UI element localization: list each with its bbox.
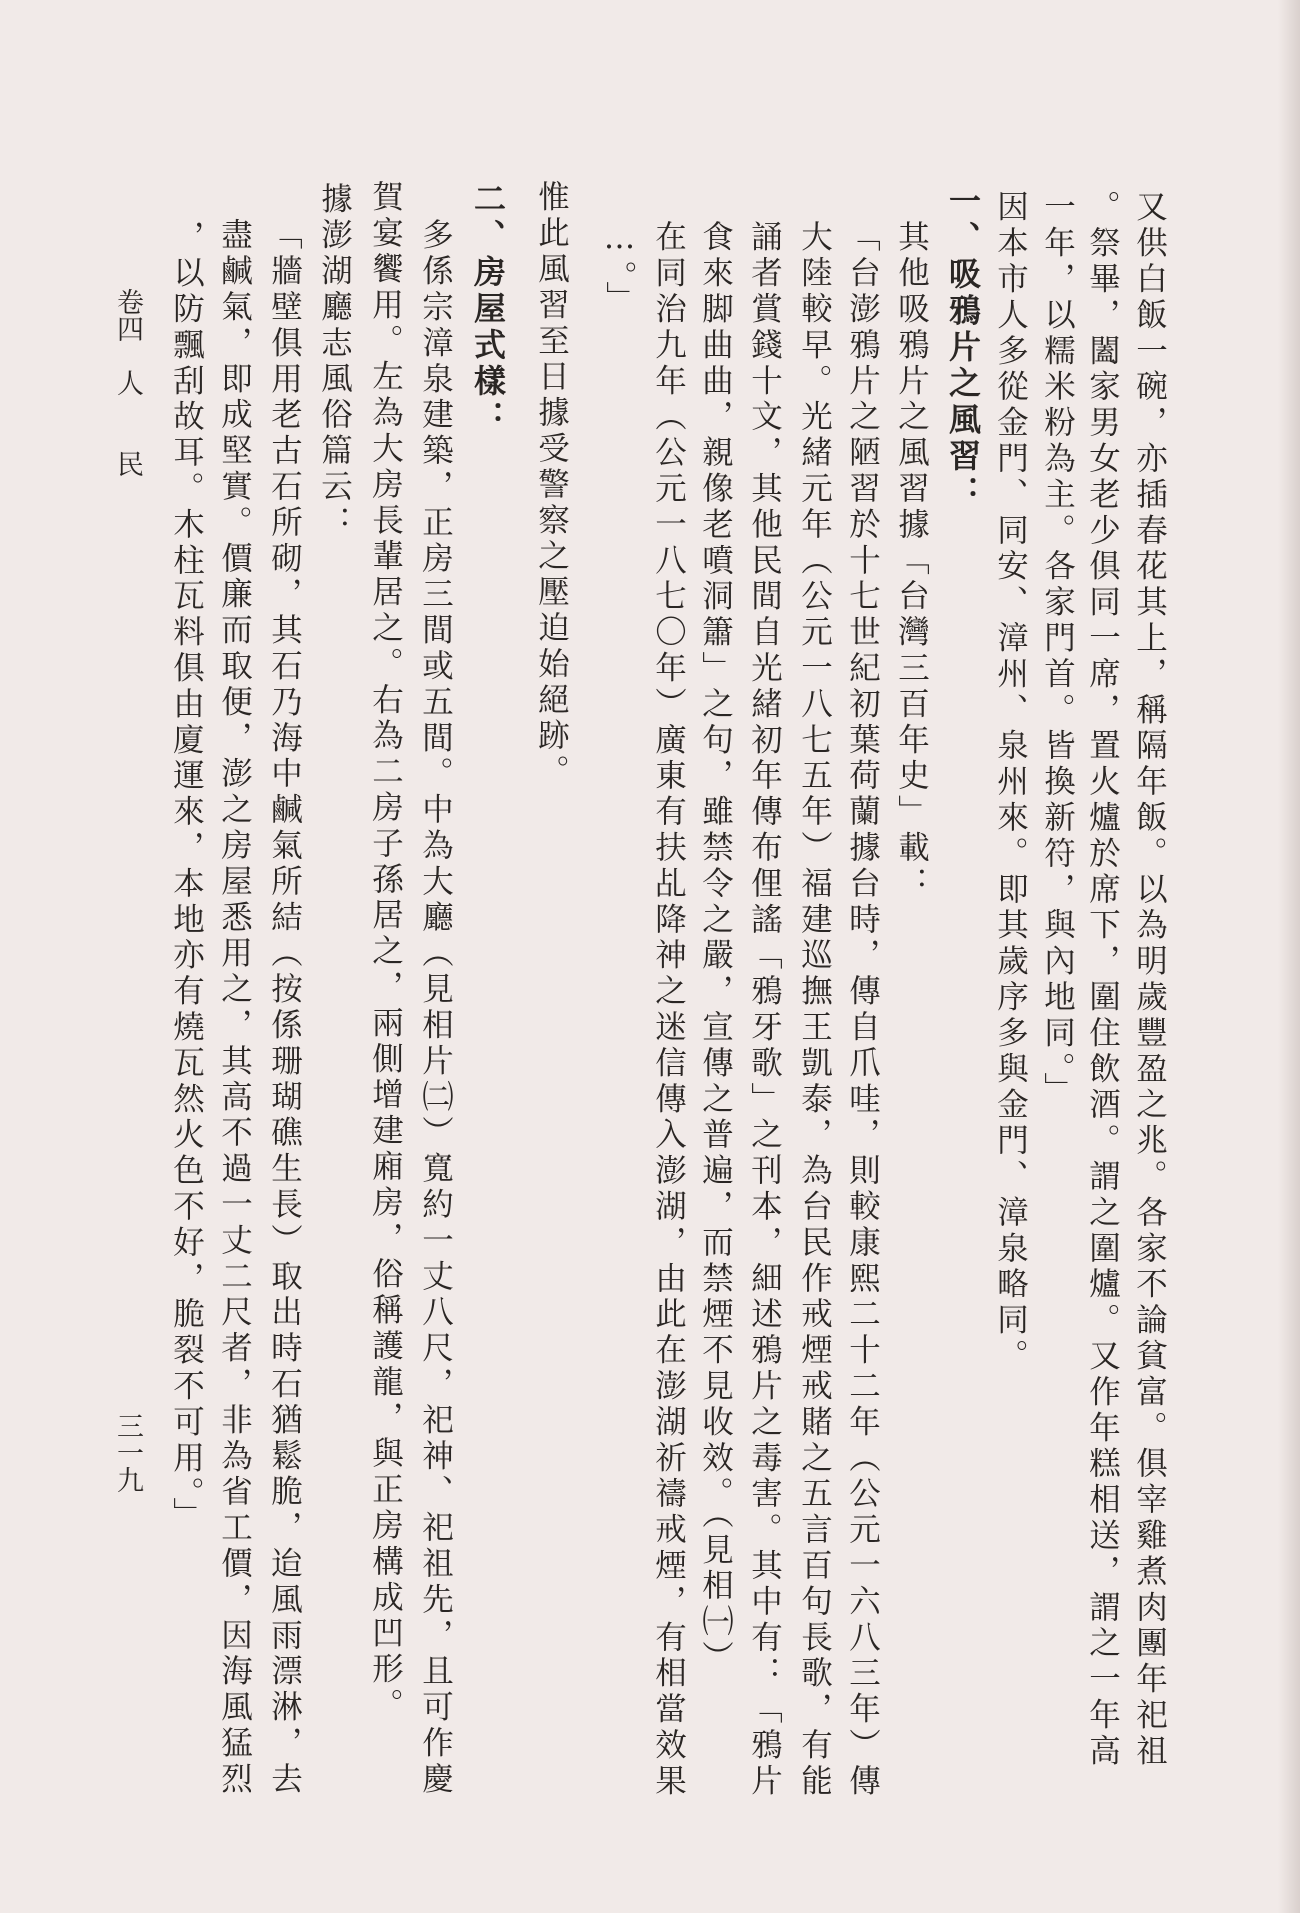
text-column: ，以防飄刮故耳。木柱瓦料俱由廈運來，本地亦有燒瓦然火色不好，脆裂不可用。」 (168, 220, 205, 1533)
text-column: 惟此風習至日據受警察之壓迫始絕跡。 (533, 180, 570, 791)
text-column: 食來脚曲曲，親像老噴洞簫」之句，雖禁令之嚴，宣傳之普遍，而禁煙不見收效。（見相㈠） (697, 220, 734, 1677)
page-number: 三一九 (112, 1412, 143, 1493)
text-column: 多係宗漳泉建築，正房三間或五間。中為大廳（見相片㈡）寬約一丈八尺，祀神、祀祖先，且可作慶 (417, 218, 454, 1798)
text-column: 其他吸鴉片之風習據「台灣三百年史」載： (893, 220, 930, 903)
text-column: 「台澎鴉片之陋習於十七世紀初葉荷蘭據台時，傳自爪哇，則較康熙二十二年（公元一六八三年）傳 (844, 220, 881, 1800)
running-footer-chapter: 卷四 人 民 (112, 288, 143, 477)
text-column: 在同治九年（公元一八七〇年）廣東有扶乩降神之迷信傳入澎湖，由此在澎湖祈禱戒煙，有相當效果 (650, 220, 687, 1800)
section-heading-opium: 一、吸鴉片之風習： (944, 184, 982, 512)
page-edge-shadow (1278, 0, 1300, 1913)
text-column: 「牆壁俱用老古石所砌，其石乃海中鹹氣所結（按係珊瑚礁生長）取出時石猶鬆脆，迨風雨漂淋，去 (266, 218, 303, 1798)
text-column: 又供白飯一碗，亦插春花其上，稱隔年飯。以為明歲豐盈之兆。各家不論貧富。俱宰雞煮肉團年祀祖 (1131, 190, 1168, 1770)
text-column: 誦者賞錢十文，其他民間自光緒初年傳布俚謠「鴉牙歌」之刊本，細述鴉片之毒害。其中有：「鴉片 (746, 220, 783, 1800)
text-column: 因本市人多從金門、同安、漳州、泉州來。即其歲序多與金門、漳泉略同。 (992, 190, 1029, 1375)
text-column: 。祭畢，闔家男女老少俱同一席，置火爐於席下，圍住飲酒。謂之圍爐。又作年糕相送，謂之一年高 (1084, 190, 1121, 1770)
text-column: 盡鹹氣，即成堅實。價廉而取便，澎之房屋悉用之，其高不過一丈二尺者，非為省工價，因海風猛烈 (216, 218, 253, 1798)
text-column: …。」 (601, 220, 638, 317)
text-column: 據澎湖廳志風俗篇云： (316, 182, 353, 541)
text-column: 一年，以糯米粉為主。各家門首。皆換新符，與內地同。」 (1039, 190, 1076, 1108)
section-heading-houses: 二、房屋式樣： (469, 182, 507, 437)
text-column: 賀宴饗用。左為大房長輩居之。右為二房子孫居之，兩側增建廂房，俗稱護龍，與正房構成凹形。 (367, 180, 404, 1724)
text-column: 大陸較早。光緒元年（公元一八七五年）福建巡撫王凱泰，為台民作戒煙戒賭之五言百句長歌，有能 (796, 220, 833, 1800)
